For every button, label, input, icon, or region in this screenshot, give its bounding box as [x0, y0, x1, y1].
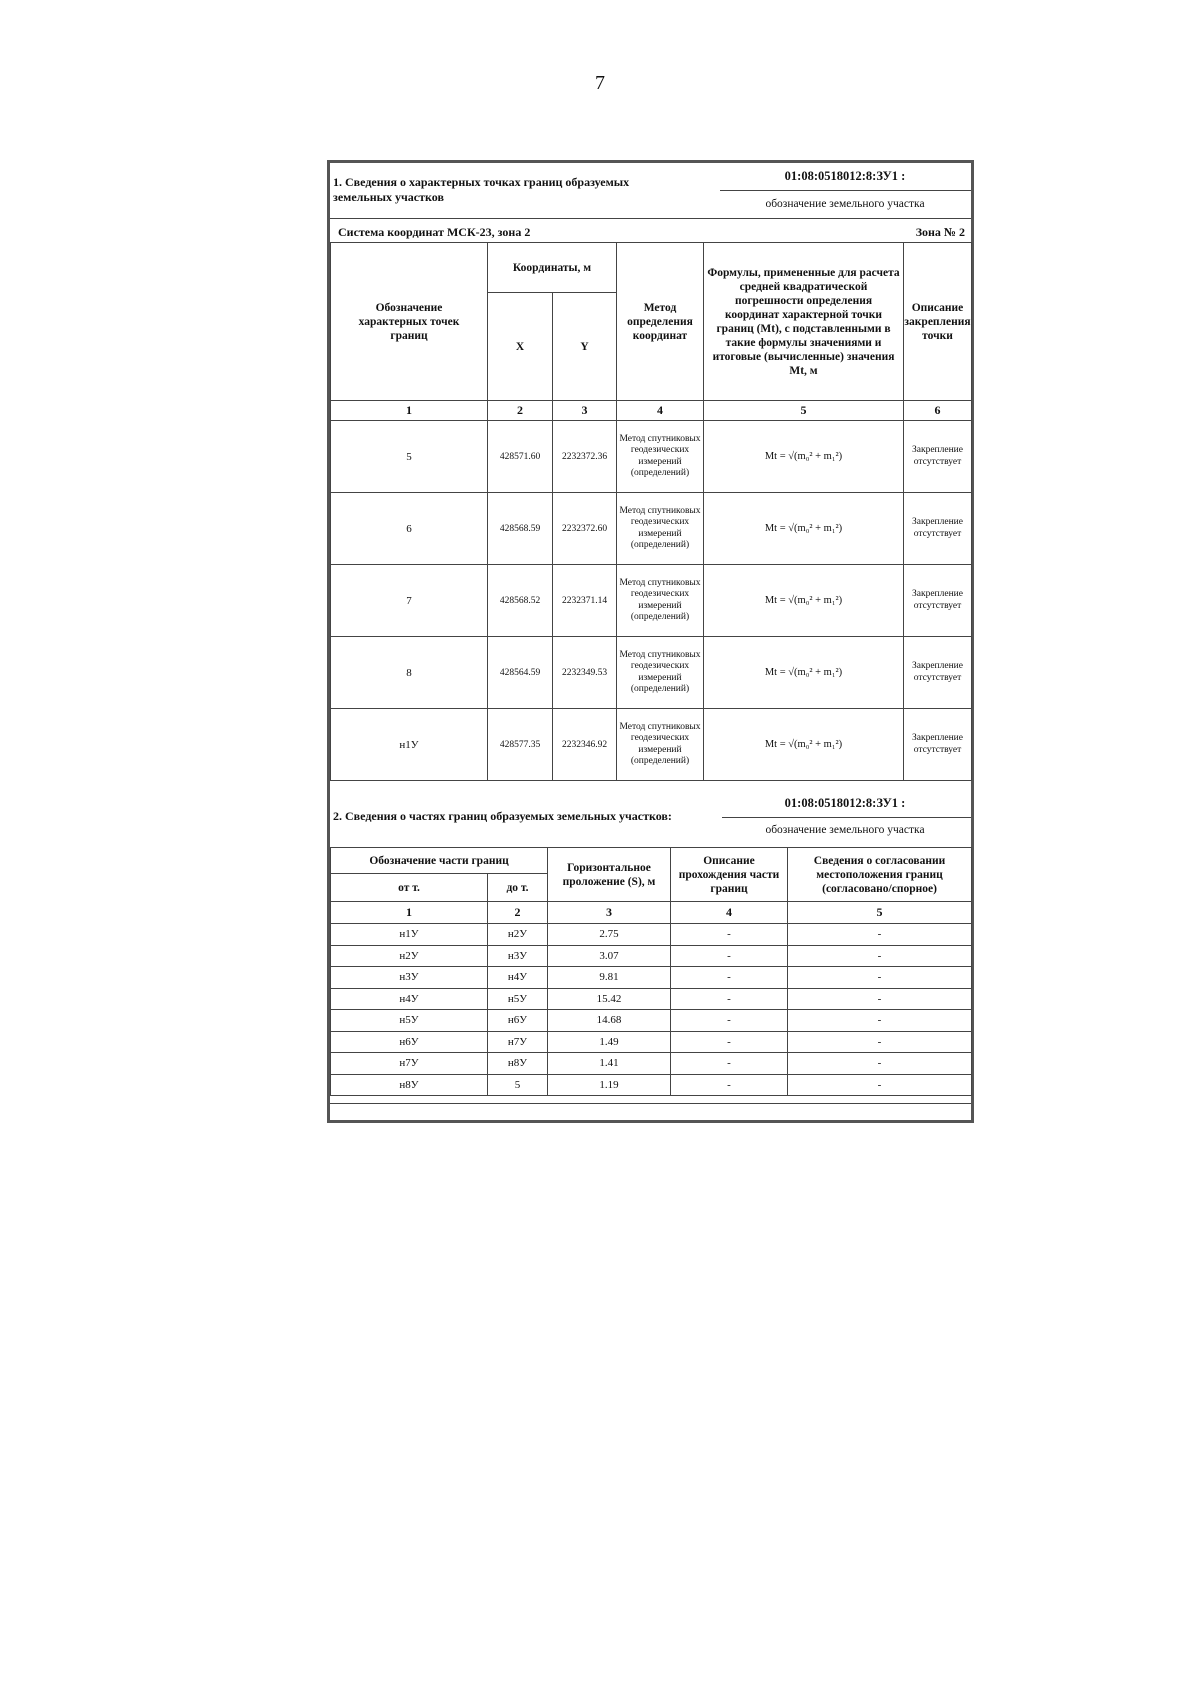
length: 2.75 — [548, 924, 671, 946]
description: - — [671, 1010, 788, 1032]
header-method: Метод определения координат — [617, 243, 704, 401]
to-point: н4У — [488, 967, 548, 989]
description: - — [671, 945, 788, 967]
length: 14.68 — [548, 1010, 671, 1032]
agreement: - — [788, 924, 972, 946]
fixing: Закрепление отсутствует — [904, 421, 972, 493]
from-point: н2У — [331, 945, 488, 967]
agreement: - — [788, 1031, 972, 1053]
section1-parcel-underline — [720, 190, 971, 191]
length: 1.19 — [548, 1074, 671, 1096]
to-point: н5У — [488, 988, 548, 1010]
length: 1.41 — [548, 1053, 671, 1075]
fixing: Закрепление отсутствует — [904, 637, 972, 709]
table-row — [331, 924, 972, 946]
description: - — [671, 1074, 788, 1096]
method: Метод спутниковых геодезических измерений (определений) — [617, 709, 704, 781]
col-number: 1 — [331, 902, 488, 924]
agreement: - — [788, 1053, 972, 1075]
description: - — [671, 1053, 788, 1075]
to-point: 5 — [488, 1074, 548, 1096]
method: Метод спутниковых геодезических измерений (определений) — [617, 565, 704, 637]
formula: Mt = √(m₀² + m₁²) — [704, 493, 904, 565]
header-description: Описание прохождения части границ — [671, 848, 788, 902]
agreement: - — [788, 1074, 972, 1096]
table-row — [331, 945, 972, 967]
formula: Mt = √(m₀² + m₁²) — [704, 637, 904, 709]
boundary-parts-table — [330, 847, 972, 1096]
formula: Mt = √(m₀² + m₁²) — [704, 709, 904, 781]
description: - — [671, 988, 788, 1010]
length: 3.07 — [548, 945, 671, 967]
table-row — [331, 565, 972, 637]
from-point: н5У — [331, 1010, 488, 1032]
col-number: 4 — [617, 401, 704, 421]
point-id: н1У — [331, 709, 488, 781]
table-row — [331, 421, 972, 493]
section1-divider — [330, 218, 971, 219]
document-frame — [327, 160, 974, 1123]
section2-parcel-caption: обозначение земельного участка — [765, 824, 925, 836]
coord-y: 2232349.53 — [553, 637, 617, 709]
coord-y: 2232372.60 — [553, 493, 617, 565]
agreement: - — [788, 945, 972, 967]
points-table — [330, 242, 972, 781]
table-row — [331, 1074, 972, 1096]
section1-parcel-caption: обозначение земельного участка — [765, 198, 925, 210]
header-agreement: Сведения о согласовании местоположения границ (согласовано/спорное) — [788, 848, 972, 902]
from-point: н3У — [331, 967, 488, 989]
point-id: 8 — [331, 637, 488, 709]
coord-y: 2232371.14 — [553, 565, 617, 637]
from-point: н4У — [331, 988, 488, 1010]
col-number: 3 — [548, 902, 671, 924]
col-number: 2 — [488, 401, 553, 421]
fixing: Закрепление отсутствует — [904, 709, 972, 781]
from-point: н7У — [331, 1053, 488, 1075]
point-id: 7 — [331, 565, 488, 637]
agreement: - — [788, 967, 972, 989]
header-fixing: Описание закрепления точки — [904, 243, 972, 401]
from-point: н6У — [331, 1031, 488, 1053]
section2-parcel-id: 01:08:0518012:8:ЗУ1 : — [784, 796, 906, 810]
table2-bottom-line — [330, 1103, 971, 1104]
col-number: 1 — [331, 401, 488, 421]
agreement: - — [788, 988, 972, 1010]
table-row — [331, 1031, 972, 1053]
from-point: н1У — [331, 924, 488, 946]
length: 1.49 — [548, 1031, 671, 1053]
length: 15.42 — [548, 988, 671, 1010]
point-id: 5 — [331, 421, 488, 493]
to-point: н8У — [488, 1053, 548, 1075]
page-number: 7 — [595, 72, 605, 94]
coord-y: 2232346.92 — [553, 709, 617, 781]
coord-x: 428577.35 — [488, 709, 553, 781]
col-number: 5 — [788, 902, 972, 924]
coord-x: 428571.60 — [488, 421, 553, 493]
coord-system: Система координат МСК-23, зона 2 — [338, 225, 531, 239]
table-row — [331, 637, 972, 709]
col-number: 4 — [671, 902, 788, 924]
method: Метод спутниковых геодезических измерений (определений) — [617, 493, 704, 565]
header-length: Горизонтальное проложение (S), м — [548, 848, 671, 902]
coord-x: 428568.59 — [488, 493, 553, 565]
table-row — [331, 967, 972, 989]
section1-parcel-id: 01:08:0518012:8:ЗУ1 : — [784, 169, 906, 183]
col-number: 5 — [704, 401, 904, 421]
length: 9.81 — [548, 967, 671, 989]
fixing: Закрепление отсутствует — [904, 565, 972, 637]
header-y: Y — [553, 293, 617, 401]
section2-parcel-underline — [722, 817, 971, 818]
coord-y: 2232372.36 — [553, 421, 617, 493]
to-point: н7У — [488, 1031, 548, 1053]
point-id: 6 — [331, 493, 488, 565]
description: - — [671, 967, 788, 989]
table-row — [331, 1010, 972, 1032]
to-point: н3У — [488, 945, 548, 967]
method: Метод спутниковых геодезических измерений (определений) — [617, 421, 704, 493]
col-number: 3 — [553, 401, 617, 421]
to-point: н2У — [488, 924, 548, 946]
table-row — [331, 1053, 972, 1075]
section1-title: 1. Сведения о характерных точках границ образуемых земельных участков — [333, 175, 630, 204]
zone-label: Зона № 2 — [915, 225, 965, 239]
method: Метод спутниковых геодезических измерений (определений) — [617, 637, 704, 709]
table-row — [331, 988, 972, 1010]
header-x: X — [488, 293, 553, 401]
description: - — [671, 1031, 788, 1053]
header-from: от т. — [331, 874, 488, 902]
section2-title: 2. Сведения о частях границ образуемых земельных участков: — [333, 809, 672, 823]
fixing: Закрепление отсутствует — [904, 493, 972, 565]
from-point: н8У — [331, 1074, 488, 1096]
formula: Mt = √(m₀² + m₁²) — [704, 421, 904, 493]
header-formula: Формулы, примененные для расчета средней квадратической погрешности определения координат характерной точки границ (Mt), с подставленными в такие формулы значениями и итоговые (вычисленные) значения Mt, м — [704, 243, 904, 401]
description: - — [671, 924, 788, 946]
header-coords: Координаты, м — [488, 243, 617, 293]
agreement: - — [788, 1010, 972, 1032]
col-number: 6 — [904, 401, 972, 421]
header-point: Обозначение характерных точек границ — [331, 243, 488, 401]
coord-x: 428568.52 — [488, 565, 553, 637]
header-part: Обозначение части границ — [331, 848, 548, 874]
header-to: до т. — [488, 874, 548, 902]
coord-x: 428564.59 — [488, 637, 553, 709]
table-row — [331, 493, 972, 565]
table-row — [331, 709, 972, 781]
col-number: 2 — [488, 902, 548, 924]
to-point: н6У — [488, 1010, 548, 1032]
formula: Mt = √(m₀² + m₁²) — [704, 565, 904, 637]
